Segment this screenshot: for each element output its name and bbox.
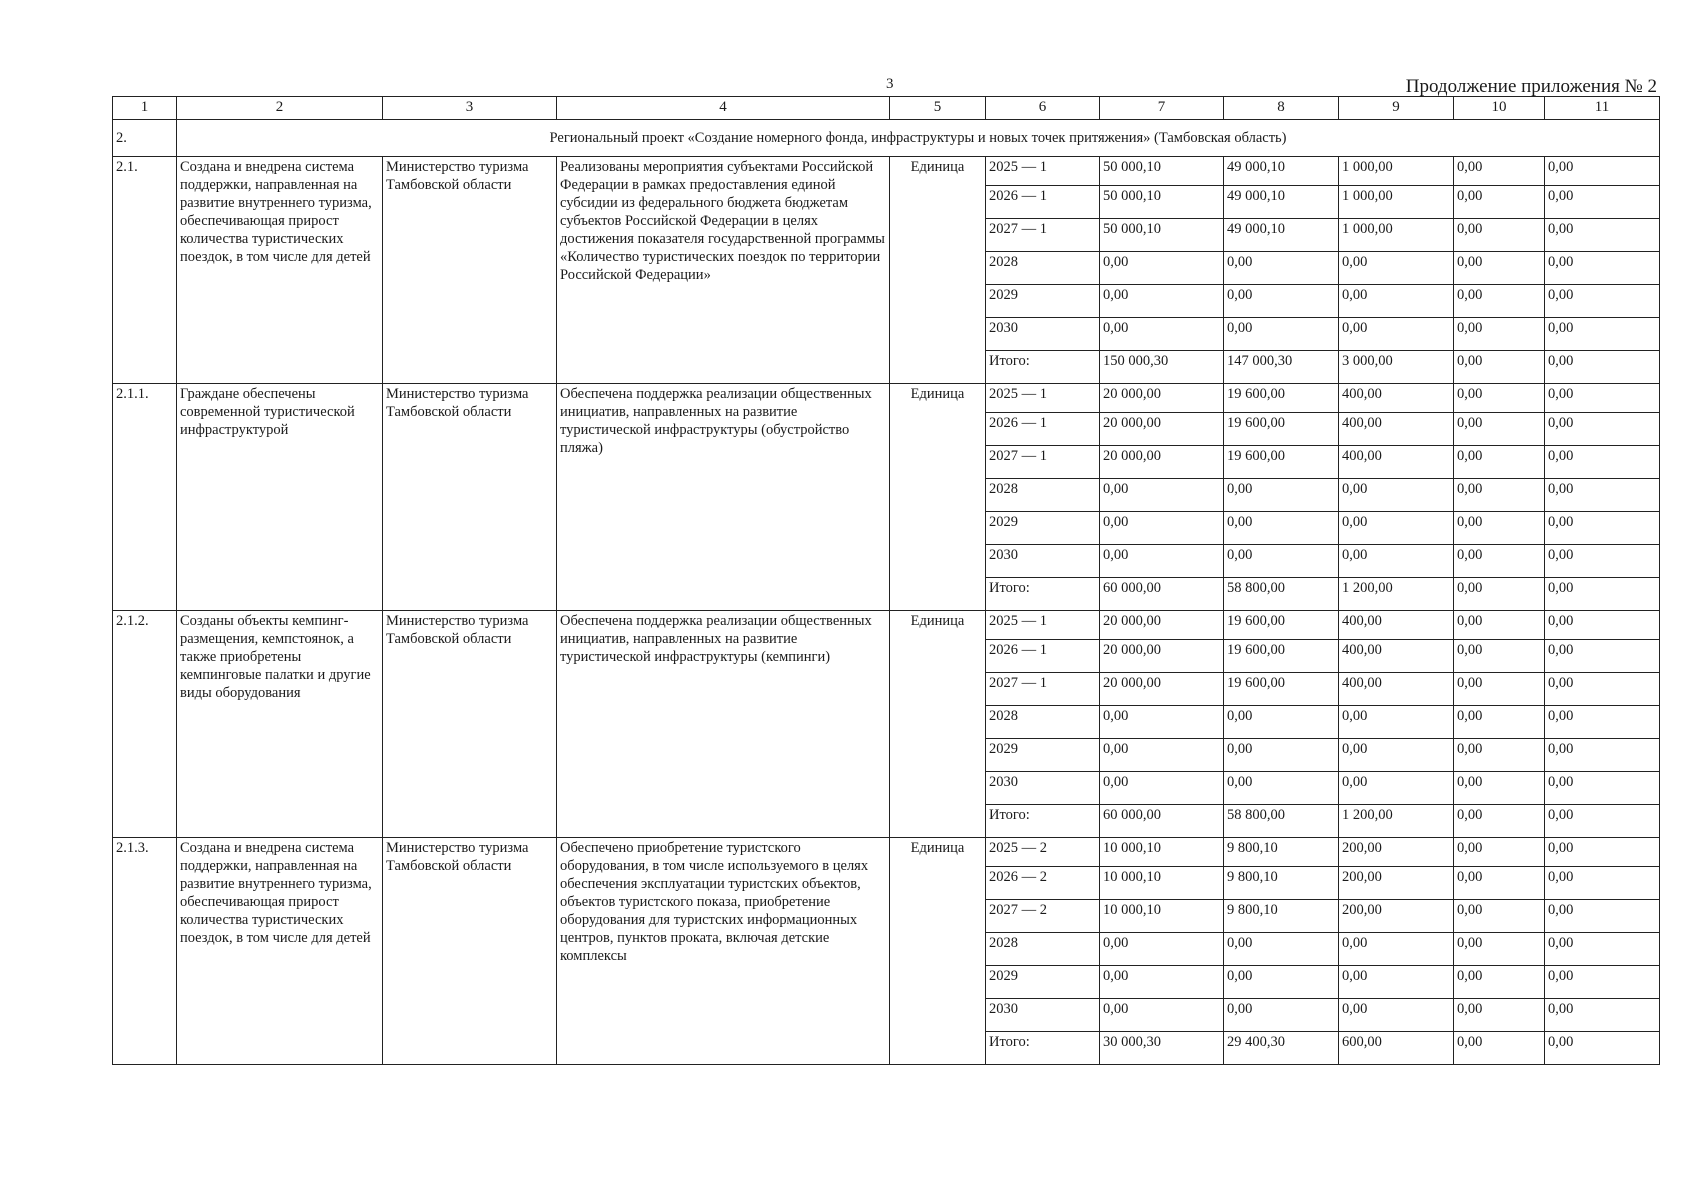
total-amount-cell: 20 000,00: [1100, 446, 1224, 479]
year-cell: Итого:: [986, 805, 1100, 838]
regional-budget-cell: 200,00: [1339, 867, 1454, 900]
federal-budget-cell: 49 000,10: [1224, 186, 1339, 219]
column-number-row: [113, 97, 1660, 120]
year-cell: 2027 — 1: [986, 446, 1100, 479]
federal-budget-cell: 58 800,00: [1224, 578, 1339, 611]
year-cell: 2028: [986, 252, 1100, 285]
local-budget-cell: 0,00: [1454, 1032, 1545, 1065]
total-amount-cell: 20 000,00: [1100, 640, 1224, 673]
regional-budget-cell: 400,00: [1339, 611, 1454, 640]
total-amount-cell: 60 000,00: [1100, 805, 1224, 838]
local-budget-cell: 0,00: [1454, 933, 1545, 966]
other-sources-cell: 0,00: [1545, 739, 1660, 772]
year-cell: 2029: [986, 285, 1100, 318]
page-number: 3: [886, 76, 894, 92]
local-budget-cell: 0,00: [1454, 966, 1545, 999]
local-budget-cell: 0,00: [1454, 578, 1545, 611]
local-budget-cell: 0,00: [1454, 219, 1545, 252]
local-budget-cell: 0,00: [1454, 772, 1545, 805]
local-budget-cell: 0,00: [1454, 739, 1545, 772]
other-sources-cell: 0,00: [1545, 900, 1660, 933]
regional-budget-cell: 400,00: [1339, 384, 1454, 413]
total-amount-cell: 0,00: [1100, 706, 1224, 739]
activity-description: Обеспечено приобретение туристского оборудования, в том числе используемого в целях обеспечения эксплуатации туристских объектов, объектов туристского показа, приобретение оборудования для туристских информационных центров, пунктов проката, включая детские комплексы: [557, 838, 890, 1065]
federal-budget-cell: 19 600,00: [1224, 446, 1339, 479]
federal-budget-cell: 9 800,10: [1224, 838, 1339, 867]
regional-budget-cell: 200,00: [1339, 838, 1454, 867]
year-cell: 2026 — 2: [986, 867, 1100, 900]
year-cell: 2027 — 1: [986, 219, 1100, 252]
regional-budget-cell: 200,00: [1339, 900, 1454, 933]
local-budget-cell: 0,00: [1454, 186, 1545, 219]
other-sources-cell: 0,00: [1545, 545, 1660, 578]
column-number: 10: [1454, 97, 1545, 120]
column-number: 3: [383, 97, 557, 120]
other-sources-cell: 0,00: [1545, 805, 1660, 838]
responsible-body: Министерство туризма Тамбовской области: [383, 611, 557, 838]
year-cell: 2026 — 1: [986, 186, 1100, 219]
year-cell: 2025 — 1: [986, 384, 1100, 413]
year-cell: Итого:: [986, 1032, 1100, 1065]
other-sources-cell: 0,00: [1545, 384, 1660, 413]
federal-budget-cell: 0,00: [1224, 545, 1339, 578]
year-cell: 2025 — 1: [986, 611, 1100, 640]
total-amount-cell: 50 000,10: [1100, 186, 1224, 219]
total-amount-cell: 10 000,10: [1100, 838, 1224, 867]
year-cell: 2025 — 1: [986, 157, 1100, 186]
federal-budget-cell: 19 600,00: [1224, 384, 1339, 413]
regional-budget-cell: 0,00: [1339, 252, 1454, 285]
federal-budget-cell: 0,00: [1224, 966, 1339, 999]
federal-budget-cell: 19 600,00: [1224, 413, 1339, 446]
other-sources-cell: 0,00: [1545, 867, 1660, 900]
responsible-body: Министерство туризма Тамбовской области: [383, 157, 557, 384]
other-sources-cell: 0,00: [1545, 512, 1660, 545]
regional-budget-cell: 400,00: [1339, 673, 1454, 706]
other-sources-cell: 0,00: [1545, 479, 1660, 512]
unit-of-measure: Единица: [890, 384, 986, 611]
column-number: 2: [177, 97, 383, 120]
total-amount-cell: 0,00: [1100, 318, 1224, 351]
total-amount-cell: 50 000,10: [1100, 157, 1224, 186]
column-number: 5: [890, 97, 986, 120]
local-budget-cell: 0,00: [1454, 384, 1545, 413]
column-number: 9: [1339, 97, 1454, 120]
section-code: 2.: [113, 120, 177, 157]
total-amount-cell: 0,00: [1100, 966, 1224, 999]
year-cell: 2028: [986, 706, 1100, 739]
federal-budget-cell: 147 000,30: [1224, 351, 1339, 384]
federal-budget-cell: 0,00: [1224, 739, 1339, 772]
other-sources-cell: 0,00: [1545, 706, 1660, 739]
local-budget-cell: 0,00: [1454, 545, 1545, 578]
total-amount-cell: 30 000,30: [1100, 1032, 1224, 1065]
year-cell: 2029: [986, 966, 1100, 999]
activity-description: Обеспечена поддержка реализации общественных инициатив, направленных на развитие туристической инфраструктуры (кемпинги): [557, 611, 890, 838]
other-sources-cell: 0,00: [1545, 219, 1660, 252]
federal-budget-cell: 19 600,00: [1224, 611, 1339, 640]
federal-budget-cell: 0,00: [1224, 285, 1339, 318]
regional-budget-cell: 3 000,00: [1339, 351, 1454, 384]
table-row: [113, 838, 1660, 867]
local-budget-cell: 0,00: [1454, 805, 1545, 838]
federal-budget-cell: 9 800,10: [1224, 900, 1339, 933]
federal-budget-cell: 0,00: [1224, 772, 1339, 805]
unit-of-measure: Единица: [890, 157, 986, 384]
local-budget-cell: 0,00: [1454, 318, 1545, 351]
local-budget-cell: 0,00: [1454, 512, 1545, 545]
table-row: [113, 157, 1660, 186]
federal-budget-cell: 58 800,00: [1224, 805, 1339, 838]
local-budget-cell: 0,00: [1454, 285, 1545, 318]
federal-budget-cell: 19 600,00: [1224, 673, 1339, 706]
regional-budget-cell: 0,00: [1339, 999, 1454, 1032]
regional-budget-cell: 400,00: [1339, 640, 1454, 673]
year-cell: 2027 — 2: [986, 900, 1100, 933]
other-sources-cell: 0,00: [1545, 1032, 1660, 1065]
total-amount-cell: 0,00: [1100, 545, 1224, 578]
local-budget-cell: 0,00: [1454, 673, 1545, 706]
local-budget-cell: 0,00: [1454, 900, 1545, 933]
budget-table: [112, 96, 1660, 1065]
federal-budget-cell: 0,00: [1224, 318, 1339, 351]
year-cell: 2026 — 1: [986, 640, 1100, 673]
total-amount-cell: 60 000,00: [1100, 578, 1224, 611]
item-code: 2.1.1.: [113, 384, 177, 611]
table-row: [113, 611, 1660, 640]
local-budget-cell: 0,00: [1454, 413, 1545, 446]
unit-of-measure: Единица: [890, 611, 986, 838]
year-cell: 2030: [986, 545, 1100, 578]
item-code: 2.1.2.: [113, 611, 177, 838]
regional-budget-cell: 0,00: [1339, 966, 1454, 999]
total-amount-cell: 0,00: [1100, 479, 1224, 512]
year-cell: 2030: [986, 318, 1100, 351]
regional-budget-cell: 1 200,00: [1339, 578, 1454, 611]
federal-budget-cell: 49 000,10: [1224, 157, 1339, 186]
year-cell: 2028: [986, 933, 1100, 966]
regional-budget-cell: 1 000,00: [1339, 219, 1454, 252]
column-number: 7: [1100, 97, 1224, 120]
other-sources-cell: 0,00: [1545, 640, 1660, 673]
regional-budget-cell: 600,00: [1339, 1032, 1454, 1065]
regional-budget-cell: 0,00: [1339, 479, 1454, 512]
table-row: [113, 384, 1660, 413]
total-amount-cell: 0,00: [1100, 999, 1224, 1032]
column-number: 1: [113, 97, 177, 120]
local-budget-cell: 0,00: [1454, 640, 1545, 673]
unit-of-measure: Единица: [890, 838, 986, 1065]
regional-budget-cell: 0,00: [1339, 933, 1454, 966]
appendix-continuation-title: Продолжение приложения № 2: [1405, 76, 1657, 97]
total-amount-cell: 150 000,30: [1100, 351, 1224, 384]
total-amount-cell: 0,00: [1100, 252, 1224, 285]
other-sources-cell: 0,00: [1545, 318, 1660, 351]
regional-budget-cell: 0,00: [1339, 706, 1454, 739]
local-budget-cell: 0,00: [1454, 706, 1545, 739]
federal-budget-cell: 0,00: [1224, 512, 1339, 545]
year-cell: 2030: [986, 772, 1100, 805]
regional-budget-cell: 1 000,00: [1339, 186, 1454, 219]
local-budget-cell: 0,00: [1454, 838, 1545, 867]
other-sources-cell: 0,00: [1545, 999, 1660, 1032]
other-sources-cell: 0,00: [1545, 611, 1660, 640]
federal-budget-cell: 0,00: [1224, 252, 1339, 285]
local-budget-cell: 0,00: [1454, 351, 1545, 384]
total-amount-cell: 0,00: [1100, 772, 1224, 805]
activity-description: Реализованы мероприятия субъектами Российской Федерации в рамках предоставления единой субсидии из федерального бюджета бюджетам субъектов Российской Федерации в целях достижения показателя государственной программы «Количество туристических поездок по территории Российской Федерации»: [557, 157, 890, 384]
item-code: 2.1.: [113, 157, 177, 384]
result-name: Создана и внедрена система поддержки, направленная на развитие внутреннего туризма, обеспечивающая прирост количества туристических поездок, в том числе для детей: [177, 838, 383, 1065]
local-budget-cell: 0,00: [1454, 252, 1545, 285]
total-amount-cell: 0,00: [1100, 739, 1224, 772]
total-amount-cell: 20 000,00: [1100, 413, 1224, 446]
year-cell: 2028: [986, 479, 1100, 512]
year-cell: 2029: [986, 739, 1100, 772]
local-budget-cell: 0,00: [1454, 157, 1545, 186]
federal-budget-cell: 19 600,00: [1224, 640, 1339, 673]
total-amount-cell: 10 000,10: [1100, 867, 1224, 900]
federal-budget-cell: 0,00: [1224, 479, 1339, 512]
column-number: 4: [557, 97, 890, 120]
local-budget-cell: 0,00: [1454, 999, 1545, 1032]
section-title: Региональный проект «Создание номерного фонда, инфраструктуры и новых точек притяжения» (Тамбовская область): [177, 120, 1660, 157]
other-sources-cell: 0,00: [1545, 838, 1660, 867]
year-cell: Итого:: [986, 578, 1100, 611]
regional-budget-cell: 0,00: [1339, 285, 1454, 318]
year-cell: 2029: [986, 512, 1100, 545]
other-sources-cell: 0,00: [1545, 351, 1660, 384]
other-sources-cell: 0,00: [1545, 446, 1660, 479]
year-cell: 2030: [986, 999, 1100, 1032]
column-number: 8: [1224, 97, 1339, 120]
other-sources-cell: 0,00: [1545, 252, 1660, 285]
item-code: 2.1.3.: [113, 838, 177, 1065]
other-sources-cell: 0,00: [1545, 157, 1660, 186]
responsible-body: Министерство туризма Тамбовской области: [383, 838, 557, 1065]
other-sources-cell: 0,00: [1545, 673, 1660, 706]
regional-budget-cell: 0,00: [1339, 318, 1454, 351]
total-amount-cell: 0,00: [1100, 512, 1224, 545]
total-amount-cell: 0,00: [1100, 285, 1224, 318]
year-cell: 2027 — 1: [986, 673, 1100, 706]
federal-budget-cell: 0,00: [1224, 706, 1339, 739]
other-sources-cell: 0,00: [1545, 966, 1660, 999]
other-sources-cell: 0,00: [1545, 285, 1660, 318]
regional-budget-cell: 0,00: [1339, 545, 1454, 578]
year-cell: Итого:: [986, 351, 1100, 384]
column-number: 6: [986, 97, 1100, 120]
federal-budget-cell: 0,00: [1224, 999, 1339, 1032]
responsible-body: Министерство туризма Тамбовской области: [383, 384, 557, 611]
other-sources-cell: 0,00: [1545, 772, 1660, 805]
total-amount-cell: 10 000,10: [1100, 900, 1224, 933]
result-name: Создана и внедрена система поддержки, направленная на развитие внутреннего туризма, обеспечивающая прирост количества туристических поездок, в том числе для детей: [177, 157, 383, 384]
total-amount-cell: 20 000,00: [1100, 611, 1224, 640]
regional-budget-cell: 0,00: [1339, 739, 1454, 772]
local-budget-cell: 0,00: [1454, 611, 1545, 640]
federal-budget-cell: 0,00: [1224, 933, 1339, 966]
regional-budget-cell: 1 000,00: [1339, 157, 1454, 186]
total-amount-cell: 20 000,00: [1100, 673, 1224, 706]
result-name: Созданы объекты кемпинг-размещения, кемпстоянок, а также приобретены кемпинговые палатки и другие виды оборудования: [177, 611, 383, 838]
regional-budget-cell: 0,00: [1339, 512, 1454, 545]
federal-budget-cell: 29 400,30: [1224, 1032, 1339, 1065]
other-sources-cell: 0,00: [1545, 413, 1660, 446]
total-amount-cell: 20 000,00: [1100, 384, 1224, 413]
year-cell: 2026 — 1: [986, 413, 1100, 446]
local-budget-cell: 0,00: [1454, 479, 1545, 512]
total-amount-cell: 50 000,10: [1100, 219, 1224, 252]
other-sources-cell: 0,00: [1545, 186, 1660, 219]
year-cell: 2025 — 2: [986, 838, 1100, 867]
section-row: [113, 120, 1660, 157]
regional-budget-cell: 0,00: [1339, 772, 1454, 805]
result-name: Граждане обеспечены современной туристической инфраструктурой: [177, 384, 383, 611]
local-budget-cell: 0,00: [1454, 867, 1545, 900]
other-sources-cell: 0,00: [1545, 578, 1660, 611]
column-number: 11: [1545, 97, 1660, 120]
federal-budget-cell: 9 800,10: [1224, 867, 1339, 900]
total-amount-cell: 0,00: [1100, 933, 1224, 966]
federal-budget-cell: 49 000,10: [1224, 219, 1339, 252]
regional-budget-cell: 400,00: [1339, 446, 1454, 479]
local-budget-cell: 0,00: [1454, 446, 1545, 479]
regional-budget-cell: 400,00: [1339, 413, 1454, 446]
regional-budget-cell: 1 200,00: [1339, 805, 1454, 838]
other-sources-cell: 0,00: [1545, 933, 1660, 966]
activity-description: Обеспечена поддержка реализации общественных инициатив, направленных на развитие туристической инфраструктуры (обустройство пляжа): [557, 384, 890, 611]
